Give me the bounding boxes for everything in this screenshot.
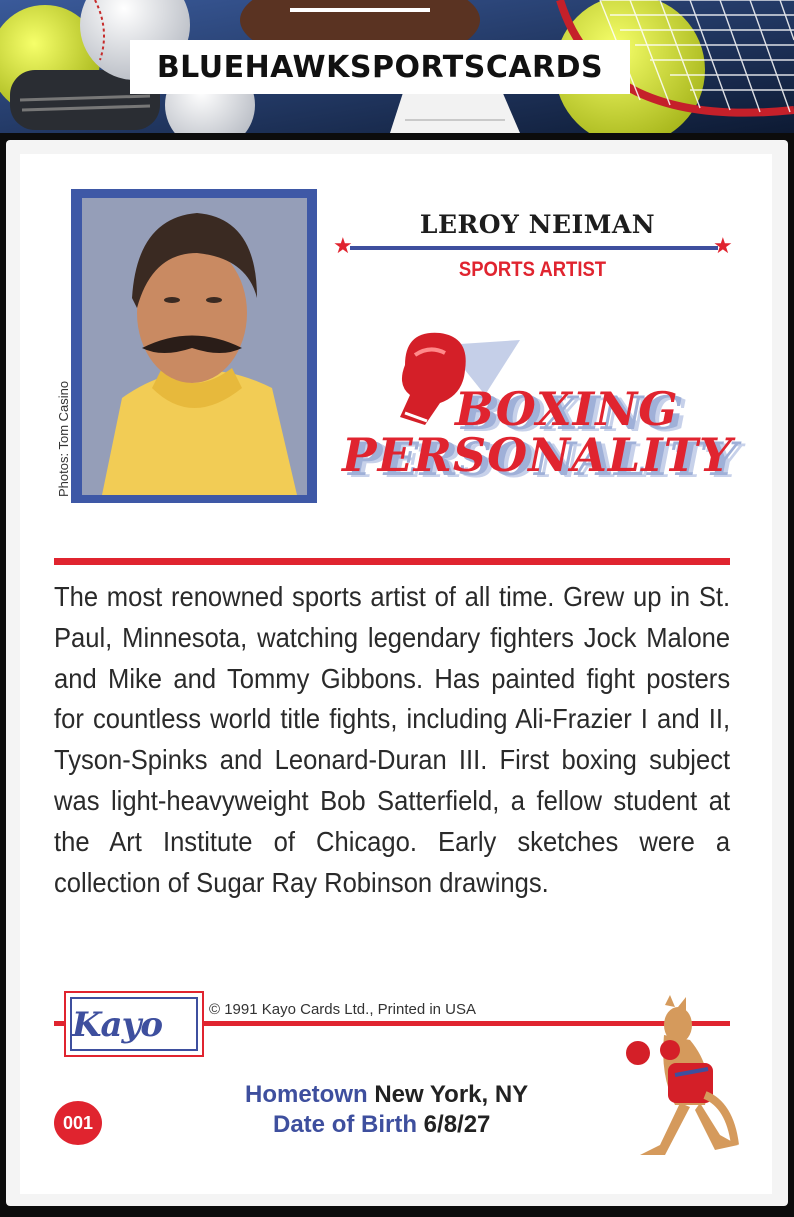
player-name: LEROY NEIMAN <box>419 210 656 239</box>
copyright-notice: © 1991 Kayo Cards Ltd., Printed in USA <box>209 1001 482 1018</box>
player-facts <box>245 1080 565 1140</box>
name-underline <box>350 246 718 250</box>
star-icon: ★ <box>333 233 353 258</box>
dob-row <box>245 1110 565 1140</box>
hometown-row <box>245 1080 565 1110</box>
portrait-photo <box>82 198 307 495</box>
kayo-logo-text: Kayo <box>72 1005 163 1045</box>
hometown-label: Hometown <box>245 1081 368 1108</box>
star-icon: ★ <box>713 233 733 258</box>
dob-value: 6/8/27 <box>423 1111 491 1138</box>
series-title-line2: PERSONALITY <box>342 428 733 482</box>
player-role: SPORTS ARTIST <box>458 258 607 281</box>
dob-label: Date of Birth <box>273 1111 417 1138</box>
kayo-logo <box>64 991 204 1057</box>
series-logo <box>330 320 750 490</box>
brand-title: BLUEHAWKSPORTSCARDS <box>130 40 630 94</box>
divider-line <box>54 558 730 565</box>
card-number-badge: 001 <box>54 1101 102 1145</box>
biography-text: The most renowned sports artist of all time. Grew up in St. Paul, Minnesota, watching legendary fighters Jock Malone and Mike and Tommy Gibbons. Has painted fight posters for countless world title fights, including Ali-Frazier I and II, Tyson-Spinks and Leonard-Duran III. First boxing subject was light-heavyweight Bob Satterfield, a fellow student at the Art Institute of Chicago. Early sketches were a collection of Sugar Ray Robinson drawings. <box>54 581 731 898</box>
photo-credit: Photos: Tom Casino <box>56 380 71 497</box>
series-title-line1: BOXING <box>455 382 679 436</box>
hometown-value: New York, NY <box>374 1081 529 1108</box>
kangaroo-icon <box>620 995 740 1165</box>
site-banner <box>0 0 794 133</box>
